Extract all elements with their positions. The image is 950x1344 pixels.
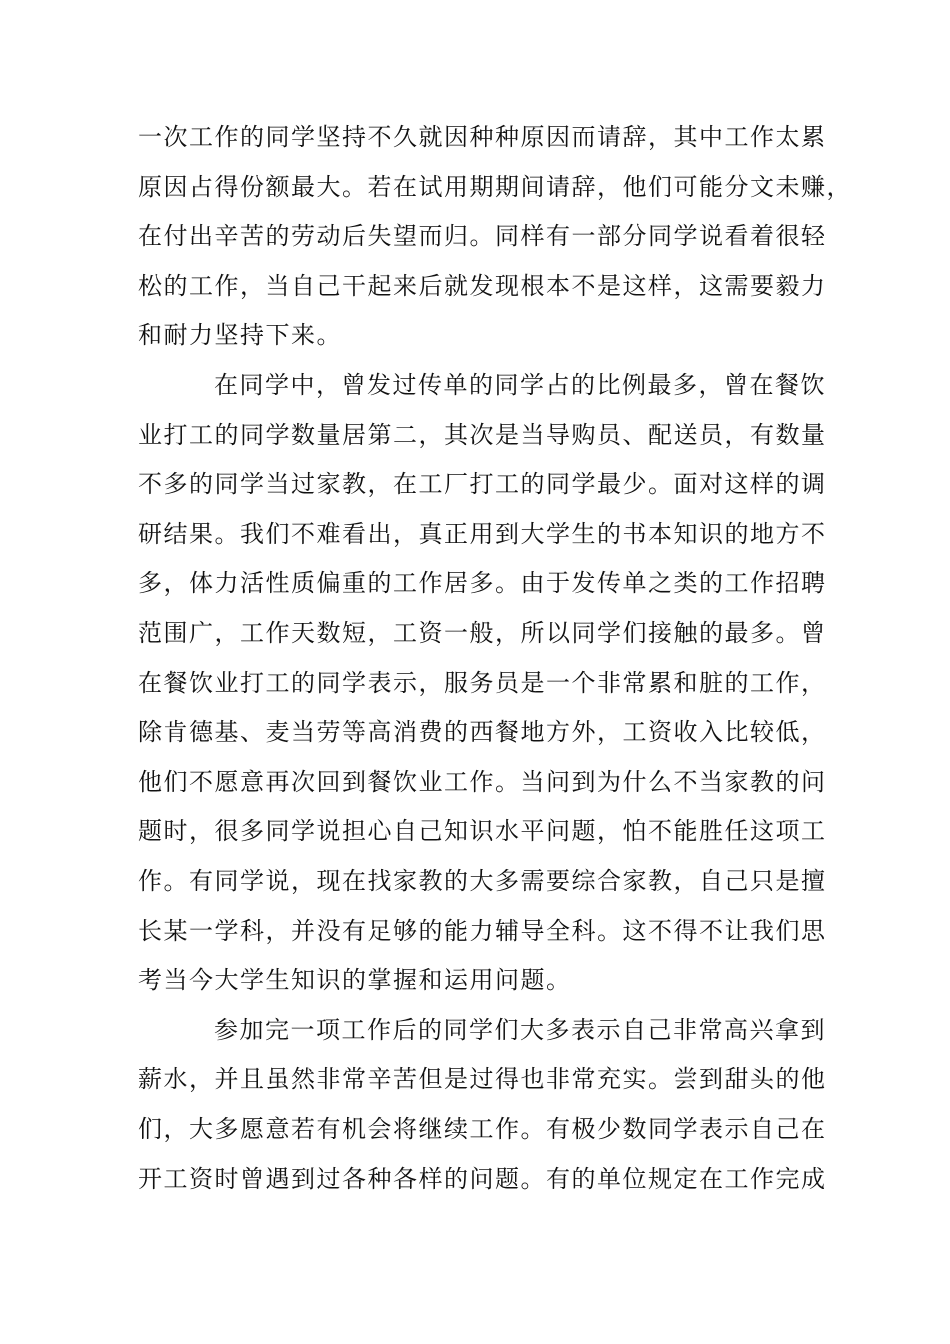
text-line: 们，大多愿意若有机会将继续工作。有极少数同学表示自己在 <box>138 1115 827 1143</box>
text-line: 除肯德基、麦当劳等高消费的西餐地方外，工资收入比较低， <box>138 718 827 746</box>
text-line: 多，体力活性质偏重的工作居多。由于发传单之类的工作招聘 <box>138 569 827 597</box>
text-line: 作。有同学说，现在找家教的大多需要综合家教，自己只是擅 <box>138 867 827 895</box>
paragraph-start-line: 参加完一项工作后的同学们大多表示自己非常高兴拿到 <box>214 1016 826 1044</box>
text-line: 开工资时曾遇到过各种各样的问题。有的单位规定在工作完成 <box>138 1165 827 1193</box>
text-line: 原因占得份额最大。若在试用期期间请辞，他们可能分文未赚， <box>138 173 852 201</box>
text-line: 他们不愿意再次回到餐饮业工作。当问到为什么不当家教的问 <box>138 768 827 796</box>
text-line: 题时，很多同学说担心自己知识水平问题，怕不能胜任这项工 <box>138 817 827 845</box>
text-line: 不多的同学当过家教，在工厂打工的同学最少。面对这样的调 <box>138 470 827 498</box>
text-line: 考当今大学生知识的掌握和运用问题。 <box>138 966 572 994</box>
text-line: 一次工作的同学坚持不久就因种种原因而请辞，其中工作太累 <box>138 123 827 151</box>
text-line: 研结果。我们不难看出，真正用到大学生的书本知识的地方不 <box>138 520 827 548</box>
text-line: 范围广，工作天数短，工资一般，所以同学们接触的最多。曾 <box>138 619 827 647</box>
text-line: 和耐力坚持下来。 <box>138 321 342 349</box>
paragraph-start-line: 在同学中，曾发过传单的同学占的比例最多，曾在餐饮 <box>214 371 826 399</box>
text-line: 在付出辛苦的劳动后失望而归。同样有一部分同学说看着很轻 <box>138 222 827 250</box>
text-line: 业打工的同学数量居第二，其次是当导购员、配送员，有数量 <box>138 421 827 449</box>
text-line: 薪水，并且虽然非常辛苦但是过得也非常充实。尝到甜头的他 <box>138 1065 827 1093</box>
text-line: 松的工作，当自己干起来后就发现根本不是这样，这需要毅力 <box>138 272 827 300</box>
text-line: 长某一学科，并没有足够的能力辅导全科。这不得不让我们思 <box>138 917 827 945</box>
text-line: 在餐饮业打工的同学表示，服务员是一个非常累和脏的工作， <box>138 669 827 697</box>
